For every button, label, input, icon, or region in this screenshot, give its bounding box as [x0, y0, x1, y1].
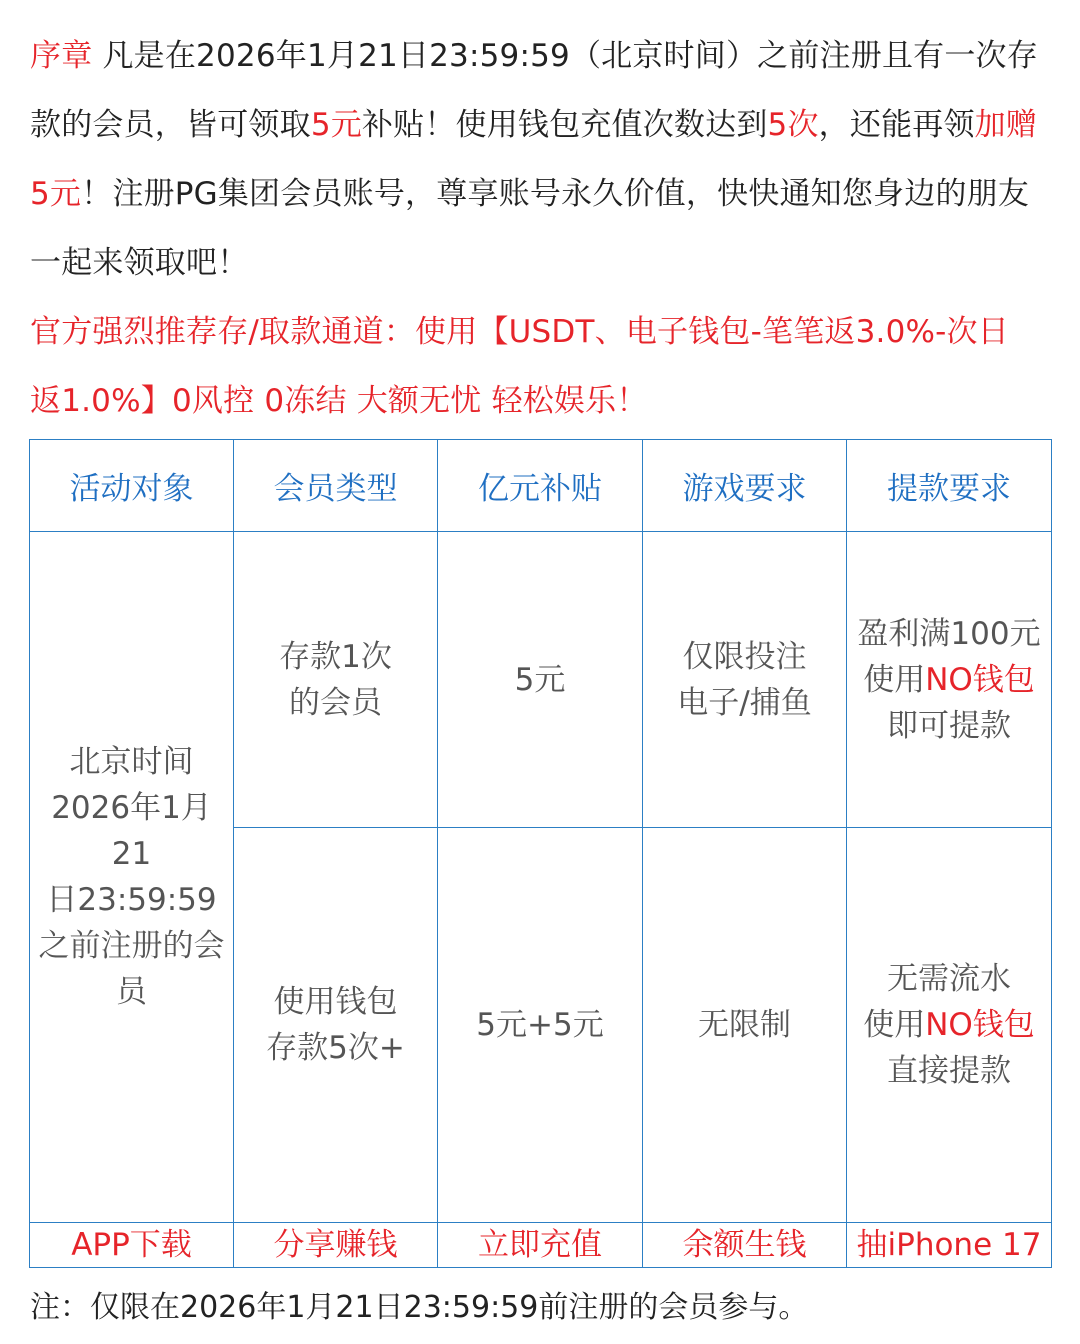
- balance-earn-link[interactable]: 余额生钱: [643, 1223, 847, 1268]
- intro-text-4: ！注册PG集团会员账号，尊享账号永久价值，快快通知您身边的朋友一起来领取吧！: [30, 176, 1030, 281]
- header-withdraw-requirement: 提款要求: [847, 440, 1052, 532]
- table-row: [30, 532, 1052, 828]
- intro-bonus: 加赠5元: [30, 107, 1038, 212]
- intro-text-1: 凡是在2026年1月21日23:59:59（北京时间）之前注册且有一次存款的会员，皆可领取: [30, 38, 1038, 143]
- target-cell: 北京时间 2026年1月21 日23:59:59 之前注册的会 员: [30, 532, 234, 1223]
- game-requirement-cell: 无限制: [643, 828, 847, 1223]
- recharge-now-link[interactable]: 立即充值: [438, 1223, 643, 1268]
- app-download-link[interactable]: APP下载: [30, 1223, 234, 1268]
- promotion-table: [29, 439, 1052, 1268]
- game-requirement-cell: 仅限投注 电子/捕鱼: [643, 532, 847, 828]
- intro-paragraph: [30, 22, 1040, 298]
- member-type-cell: 存款1次 的会员: [234, 532, 438, 828]
- table-header-row: [30, 440, 1052, 532]
- intro-label: 序章: [30, 38, 93, 74]
- intro-amount: 5元: [310, 107, 362, 143]
- intro-text-2: 补贴！使用钱包充值次数达到: [361, 107, 768, 143]
- subsidy-cell: 5元: [438, 532, 643, 828]
- intro-text-3: ，还能再领: [818, 107, 975, 143]
- header-game-requirement: 游戏要求: [643, 440, 847, 532]
- header-target: 活动对象: [30, 440, 234, 532]
- withdraw-requirement-cell: 盈利满100元 使用NO钱包 即可提款: [847, 532, 1052, 828]
- intro-count: 5次: [767, 107, 819, 143]
- member-type-cell: 使用钱包 存款5次+: [234, 828, 438, 1223]
- no-wallet-highlight: NO钱包: [925, 1007, 1035, 1043]
- header-subsidy: 亿元补贴: [438, 440, 643, 532]
- link-row: [30, 1223, 1052, 1268]
- iphone-draw-link[interactable]: 抽iPhone 17: [847, 1223, 1052, 1268]
- recommend-channel-text: 官方强烈推荐存/取款通道：使用【USDT、电子钱包-笔笔返3.0%-次日返1.0%】0风控 0冻结 大额无忧 轻松娱乐！: [30, 314, 1009, 419]
- header-member-type: 会员类型: [234, 440, 438, 532]
- share-earn-link[interactable]: 分享赚钱: [234, 1223, 438, 1268]
- withdraw-requirement-cell: 无需流水 使用NO钱包 直接提款: [847, 828, 1052, 1223]
- no-wallet-highlight: NO钱包: [925, 661, 1035, 698]
- footnote: 注：仅限在2026年1月21日23:59:59前注册的会员参与。: [30, 1290, 809, 1325]
- subsidy-cell: 5元+5元: [438, 828, 643, 1223]
